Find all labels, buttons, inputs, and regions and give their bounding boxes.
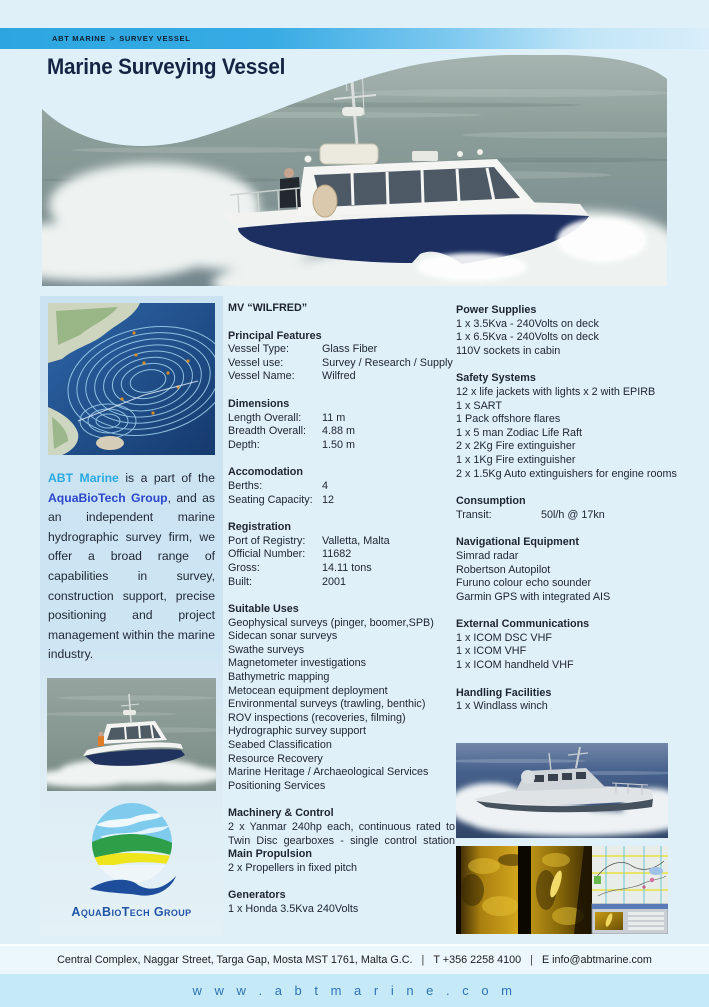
section-heading: Handling Facilities: [456, 686, 552, 699]
abt-marine-brand: ABT Marine: [48, 471, 119, 485]
spec-line: 1 x 6.5Kva - 240Volts on deck: [456, 331, 599, 344]
breadcrumb: [52, 34, 191, 43]
equipment-sections: [456, 304, 677, 714]
website-link[interactable]: w w w . a b t m a r i n e . c o m: [192, 983, 517, 998]
vessel-photo-right: [456, 743, 668, 838]
spec-line: 2 x Propellers in fixed pitch: [228, 861, 358, 874]
spec-line: Robertson Autopilot: [456, 563, 551, 576]
spec-line: Furuno colour echo sounder: [456, 577, 592, 590]
left-sidebar: [40, 296, 223, 936]
page-title: Marine Surveying Vessel: [47, 54, 286, 79]
equipment-column: [456, 304, 677, 714]
about-text-mid: is a part of the: [118, 471, 215, 485]
spec-value: 11 m: [322, 411, 346, 424]
spec-row: [228, 494, 455, 508]
spec-line: 1 Pack offshore flares: [456, 413, 561, 426]
footer-website-bar: [0, 974, 709, 1007]
spec-section: [228, 466, 455, 507]
spec-value: 12: [322, 493, 335, 506]
spec-value: 1.50 m: [322, 438, 356, 451]
section-heading: Power Supplies: [456, 304, 537, 316]
section-heading: Suitable Uses: [228, 603, 299, 616]
spec-label: Seating Capacity:: [228, 493, 313, 506]
spec-line: Magnetometer investigations: [228, 657, 367, 670]
spec-line: Hydrographic survey support: [228, 725, 367, 738]
spec-line: Sidecan sonar surveys: [228, 630, 338, 643]
spec-section: [456, 618, 669, 672]
aquabiotech-brand: AquaBioTech Group: [48, 490, 168, 505]
section-heading: Principal Features: [228, 329, 322, 342]
spec-line: Swathe surveys: [228, 643, 305, 656]
address-text: Central Complex, Naggar Street, Targa Gap, Mosta MST 1761, Malta G.C.: [57, 954, 413, 966]
footer-divider: |: [421, 954, 425, 966]
section-heading: Registration: [228, 521, 291, 534]
section-heading: Machinery & Control: [228, 807, 334, 820]
spec-section: [456, 687, 669, 714]
spec-label: Length Overall:: [228, 411, 302, 424]
spec-label: Vessel Type:: [228, 343, 290, 356]
section-heading: Navigational Equipment: [456, 536, 579, 549]
crew-figure: [284, 168, 294, 178]
spec-paragraph: 2 x Yanmar 240hp each, continuous rated to Twin Disc gearboxes - single control station: [228, 821, 455, 847]
spec-value: 4.88 m: [322, 425, 356, 438]
spec-line: 1 x Honda 3.5Kva 240Volts: [228, 902, 359, 915]
footer-divider: |: [530, 954, 533, 966]
section-heading: Generators: [228, 889, 286, 902]
spec-label: Port of Registry:: [228, 534, 306, 547]
crew-figure-small: [98, 736, 104, 746]
spec-section: [228, 807, 455, 848]
spec-line: Geophysical surveys (pinger, boomer,SPB): [228, 616, 434, 629]
breadcrumb-bar: [0, 28, 709, 49]
hero-vessel-photo: [42, 55, 667, 286]
spec-section: [456, 536, 669, 604]
spec-line: 1 x ICOM handheld VHF: [456, 659, 574, 672]
spec-line: Garmin GPS with integrated AIS: [456, 590, 611, 603]
spec-line: 2 x 2Kg Fire extinguisher: [456, 440, 576, 453]
spec-value: 50l/h @ 17kn: [541, 508, 605, 521]
section-heading: Consumption: [456, 495, 526, 508]
spec-section: [456, 304, 669, 358]
spec-section: [228, 521, 455, 589]
spec-section: [228, 603, 455, 793]
section-heading: Main Propulsion: [228, 848, 312, 861]
spec-line: Resource Recovery: [228, 752, 323, 765]
specs-column: [228, 302, 455, 917]
chevron-right-icon: >: [110, 34, 116, 43]
aquabiotech-wordmark: AquaBioTech Group: [71, 905, 192, 919]
spec-line: 12 x life jackets with lights x 2 with EPIRB: [456, 385, 656, 398]
section-heading: Dimensions: [228, 397, 290, 410]
spec-row: [228, 562, 455, 576]
aquabiotech-logo-mark: [72, 799, 192, 899]
spec-row: [228, 548, 455, 562]
spec-section: [228, 330, 455, 384]
spec-line: 1 x 1Kg Fire extinguisher: [456, 453, 576, 466]
spec-section: [228, 398, 455, 452]
spec-line: Metocean equipment deployment: [228, 684, 388, 697]
spec-value: 11682: [322, 548, 352, 561]
spec-value: Survey / Research / Supply: [322, 356, 453, 369]
about-text-rest: , and as an independent marine hydrographic survey firm, we offer a broad range of capabilities in survey, construction support, precise positioning and project management within the marine industry.: [48, 490, 215, 662]
spec-row: [228, 370, 455, 384]
spec-value: 14.11 tons: [322, 561, 372, 574]
spec-label: Official Number:: [228, 548, 306, 561]
spec-row: [228, 412, 455, 426]
spec-line: 1 x 5 man Zodiac Life Raft: [456, 426, 583, 439]
spec-label: Vessel use:: [228, 356, 284, 369]
spec-line: 110V sockets in cabin: [456, 344, 561, 357]
spec-label: Berths:: [228, 479, 263, 492]
section-heading: Safety Systems: [456, 372, 536, 385]
vessel-name-heading: MV “WILFRED”: [228, 302, 308, 314]
spec-row: [456, 509, 669, 523]
spec-label: Depth:: [228, 438, 260, 451]
spec-row: [228, 576, 455, 590]
spec-line: Marine Heritage / Archaeological Services: [228, 766, 429, 779]
email-link[interactable]: E info@abtmarine.com: [541, 954, 652, 966]
spec-row: [228, 343, 455, 357]
spec-value: Wilfred: [322, 370, 356, 383]
spec-line: 2 x 1.5Kg Auto extinguishers for engine rooms: [456, 467, 677, 480]
spec-value: 2001: [322, 575, 347, 588]
phone-text: T +356 2258 4100: [433, 954, 522, 966]
breadcrumb-section: SURVEY VESSEL: [119, 34, 191, 43]
spec-label: Gross:: [228, 561, 260, 574]
spec-value: Glass Fiber: [322, 343, 378, 356]
vessel-photo-small: [47, 678, 216, 791]
spec-line: Bathymetric mapping: [228, 671, 330, 684]
spec-line: Seabed Classification: [228, 739, 332, 752]
spec-value: 4: [322, 479, 329, 492]
spec-section: [228, 889, 455, 916]
spec-row: [228, 535, 455, 549]
spec-line: 1 x Windlass winch: [456, 700, 548, 713]
spec-row: [228, 480, 455, 494]
sonar-survey-image: [456, 846, 668, 934]
bathymetric-map-image: [48, 303, 215, 455]
footer-address-bar: [0, 944, 709, 974]
spec-row: [228, 425, 455, 439]
breadcrumb-brand: ABT MARINE: [52, 34, 107, 43]
spec-line: 1 x ICOM VHF: [456, 645, 527, 658]
spec-value: Valletta, Malta: [322, 534, 390, 547]
spec-label: Built:: [228, 575, 253, 588]
spec-label: Breadth Overall:: [228, 425, 307, 438]
spec-label: Transit:: [456, 508, 492, 521]
spec-label: Vessel Name:: [228, 370, 295, 383]
spec-section: [228, 848, 455, 875]
spec-section: [456, 495, 669, 522]
spec-row: [228, 439, 455, 453]
section-heading: Accomodation: [228, 466, 303, 479]
spec-line: 1 x ICOM DSC VHF: [456, 631, 552, 644]
spec-row: [228, 357, 455, 371]
about-paragraph: [48, 469, 215, 665]
spec-line: Positioning Services: [228, 779, 326, 792]
spec-line: ROV inspections (recoveries, filming): [228, 711, 406, 724]
spec-section: [456, 372, 677, 481]
section-heading: External Communications: [456, 618, 590, 631]
spec-line: 1 x SART: [456, 399, 503, 412]
aquabiotech-logo: [40, 799, 223, 919]
specs-sections: [228, 330, 455, 917]
spec-line: Environmental surveys (trawling, benthic): [228, 698, 426, 711]
spec-line: Simrad radar: [456, 549, 519, 562]
spec-line: 1 x 3.5Kva - 240Volts on deck: [456, 317, 599, 330]
